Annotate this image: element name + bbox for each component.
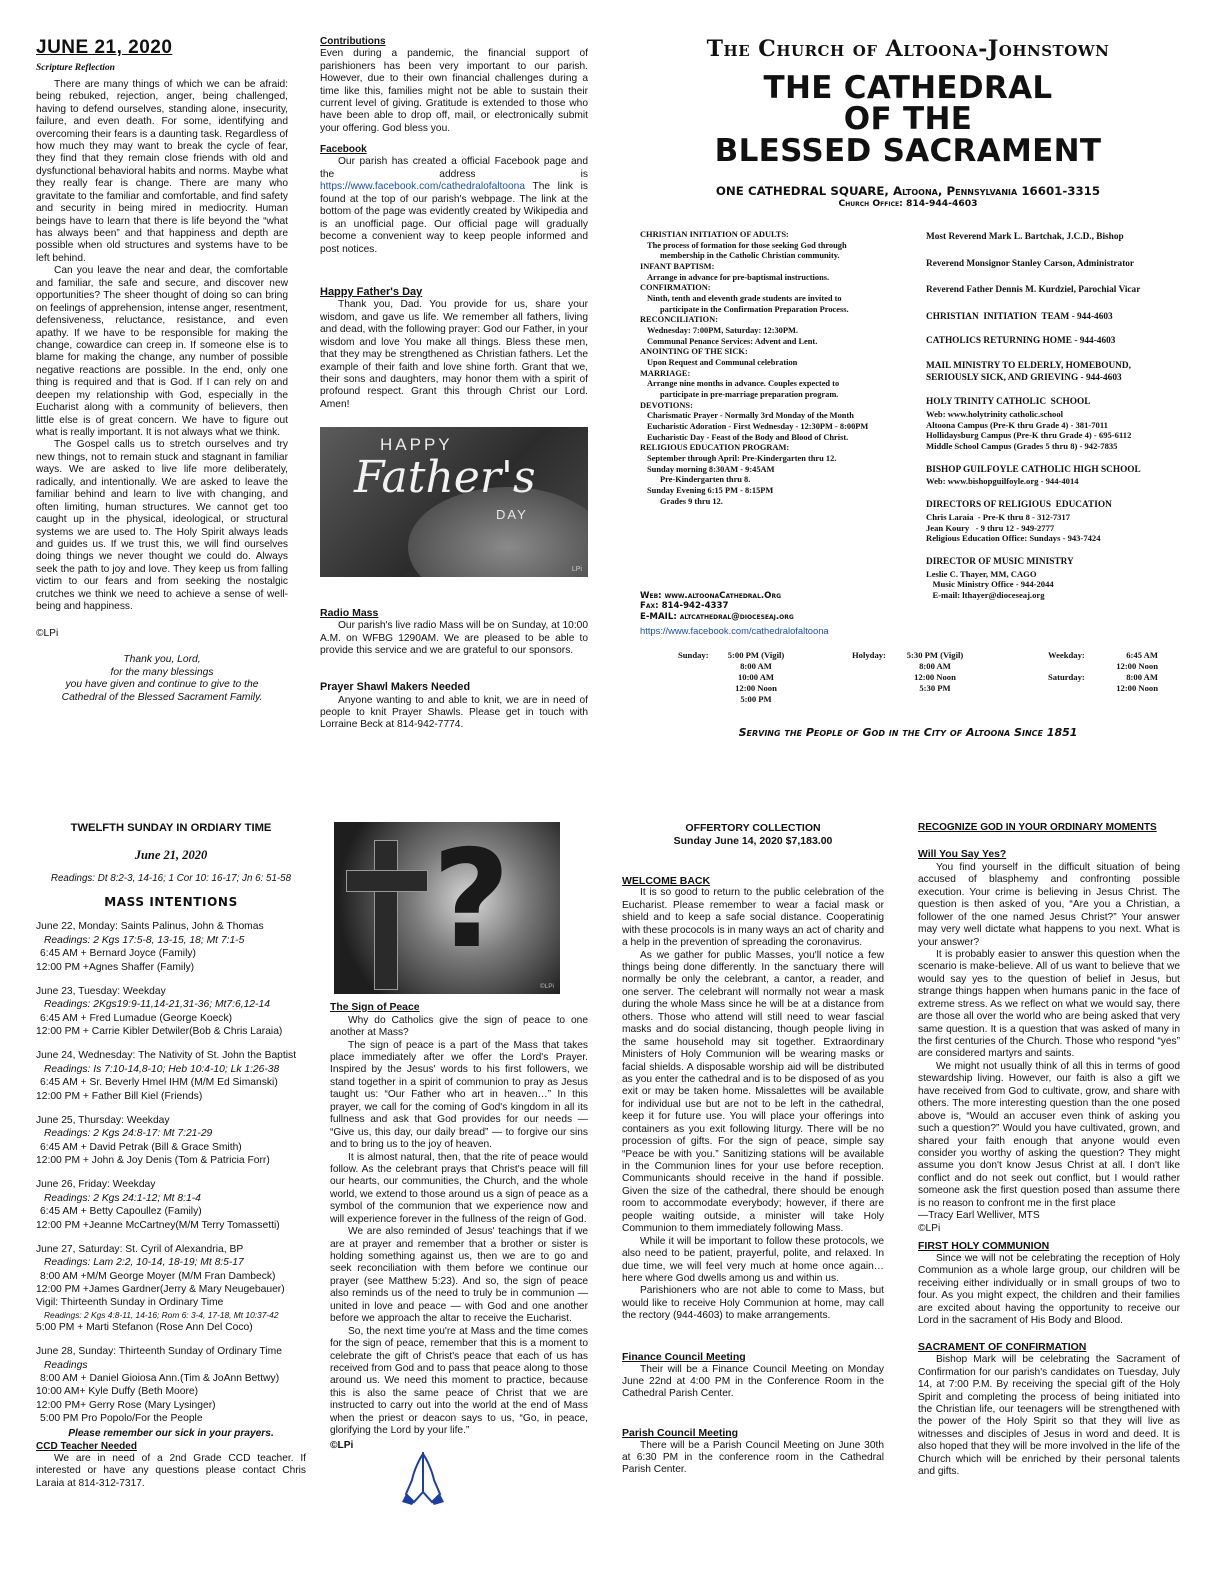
confirmation-heading: SACRAMENT OF CONFIRMATION — [918, 1341, 1087, 1354]
announcements-column — [320, 36, 588, 751]
staff-block — [926, 285, 1198, 297]
intention-day: June 24, Wednesday: The Nativity of St. John the Baptist — [36, 1050, 297, 1062]
staff-line: Middle School Campus (Grades 5 thru 8) - 942-7835 — [926, 441, 1118, 452]
intention-line: 6:45 AM + Betty Capoullez (Family) — [40, 1206, 202, 1218]
welcome-back-heading: WELCOME BACK — [622, 874, 711, 887]
copyright: ©LPi — [36, 627, 59, 639]
reflection-text — [36, 79, 288, 614]
facebook-heading: Facebook — [320, 144, 367, 156]
mass-schedule: Sunday: 5:00 PM (Vigil) 8:00 AM 10:00 AM 12:00 Noon 5:00 PM Holyday: 5:30 PM (Vigil) 8:00 AM 12:00 Noon 5:30 PM Weekday: 6:45 AM 12:00 Noon Saturday: 8:00 AM 12:00 Noon — [678, 650, 1158, 704]
staff-line: Leslie C. Thayer, MM, CAGO — [926, 568, 1037, 579]
sign-of-peace-text — [330, 1015, 588, 1438]
sacrament-line: ANOINTING OF THE SICK: — [640, 347, 748, 357]
staff-line: Reverend Monsignor Stanley Carson, Administrator — [926, 258, 1135, 269]
serving-tagline: Serving the People of God in the City of Altoona Since 1851 — [738, 726, 1078, 739]
radio-mass-text: Our parish's live radio Mass will be on Sunday, at 10:00 A.M. on WFBG 1290AM. We are pleased to be able to provide this service and we are grateful to our sponsors. — [320, 620, 588, 656]
intention-line: 6:45 AM + David Petrak (Bill & Grace Smith) — [40, 1141, 242, 1153]
staff-block — [926, 232, 1198, 244]
intentions-list — [36, 920, 306, 1425]
website[interactable]: Web: www.altoonaCathedral.Org — [640, 591, 782, 601]
intention-line: Readings: 2 Kgs 4:8-11, 14-16; Rom 6: 3-4, 17-18, Mt 10:37-42 — [44, 1309, 279, 1320]
mass-time: 6:45 AM — [1126, 650, 1158, 660]
parish-council-heading: Parish Council Meeting — [622, 1426, 739, 1439]
sign-of-peace-heading: The Sign of Peace — [330, 1002, 420, 1013]
mass-time: 5:00 PM (Vigil) — [727, 650, 785, 660]
question-mark-icon: ? — [432, 822, 511, 978]
staff-line: Reverend Father Dennis M. Kurdziel, Parochial Vicar — [926, 285, 1141, 296]
staff-line: BISHOP GUILFOYLE CATHOLIC HIGH SCHOOL — [926, 464, 1141, 475]
thanks-line: you have given and continue to give to the — [65, 679, 259, 691]
mass-time: 5:30 PM (Vigil) — [906, 650, 964, 660]
sacrament-line: DEVOTIONS: — [640, 400, 693, 410]
will-you-say-yes-heading: Will You Say Yes? — [918, 849, 1007, 861]
peace-paragraph: It is almost natural, then, that the rite of peace would follow. As the celebrant prays that Christ's peace will fill our hearts, our communities, the Church, and the whole world, we extend to those around us a sign of peace as a symbol of the communion that we experience now and will experience forever in the fullness of the reign of God. — [330, 1151, 588, 1225]
fathers-day-image: HAPPY Father's DAY LPi — [320, 427, 588, 577]
praying-hands-icon — [400, 1452, 446, 1506]
reflection-paragraph: There are many things of which we can be afraid: being rebuked, rejection, anger, being challenged, having to defend ourselves, standing alone, insecurity, failure, and even death. For some, identifying and overcoming their fears is a daunting task. Regardless of how much they may want to break the cycle of fear, they find that they remain close friends with old and dysfunctional behavioral habits and norms. Maybe what they really fear is change. There are many who gravitate to the familiar and comfortable, and find safety and security in being mired in mediocrity. Human beings have to learn that there is life beyond the “what has always been” and that happiness and depth are possible when old structures and systems have to be left behind. — [36, 78, 288, 264]
welcome-paragraph: Parishioners who are not able to come to Mass, but would like to receive Holy Communion at home, may call the rectory (944-4603) to make arrangements. — [622, 1285, 884, 1322]
intention-line: 12:00 PM + John & Joy Denis (Tom & Patricia Forr) — [36, 1155, 270, 1167]
intention-line: Readings: 2 Kgs 24:1-12; Mt 8:1-4 — [44, 1192, 201, 1204]
staff-block — [926, 336, 1198, 348]
offertory-amount: Sunday June 14, 2020 $7,183.00 — [673, 834, 833, 847]
mass-time: 5:30 PM — [919, 683, 951, 693]
address: ONE CATHEDRAL SQUARE, Altoona, Pennsylvania 16601-3315 — [715, 183, 1101, 198]
intention-line: 12:00 PM + Father Bill Kiel (Friends) — [36, 1090, 203, 1102]
intention-line: 8:00 AM + Daniel Gioiosa Ann.(Tim & JoAnn Bettwy) — [40, 1372, 280, 1384]
sacrament-line: Communal Penance Services: Advent and Lent. — [647, 336, 818, 346]
contributions-heading: Contributions — [320, 36, 386, 47]
mass-time: 12:00 Noon — [1116, 683, 1158, 693]
intention-line: 12:00 PM+ Gerry Rose (Mary Lysinger) — [36, 1399, 216, 1411]
sacrament-line: Wednesday: 7:00PM, Saturday: 12:30PM. — [647, 326, 798, 336]
staff-line: Most Reverend Mark L. Bartchak, J.C.D., Bishop — [926, 232, 1124, 242]
fathers-day-text: Thank you, Dad. You provide for us, share your wisdom, and gave us life. We remember all fathers, living and dead, with the following prayer: God our Father, in your wisdom and love You make all things. Bless these men, that they may be strengthened as Christian fathers. Let the example of their faith and love shine forth. Grant that we, their sons and daughters, may honor them with a spirit of profound respect. Grant this through Christ our Lord. Amen! — [320, 299, 588, 410]
staff-block — [926, 557, 1198, 601]
welcome-back-text — [622, 887, 884, 1322]
sacrament-line: participate in the Confirmation Preparation Process. — [660, 304, 849, 314]
mass-date: June 21, 2020 — [134, 847, 208, 862]
thanks-line: for the many blessings — [110, 666, 214, 678]
parish-council-text: There will be a Parish Council Meeting on June 30th at 6:30 PM in the conference room in the Cathedral Parish Center. — [622, 1439, 884, 1476]
intention-line: Readings — [44, 1359, 88, 1371]
facebook-url[interactable]: https://www.facebook.com/cathedralofaltoona — [640, 624, 829, 636]
fathers-day-heading: Happy Father's Day — [320, 285, 423, 298]
cross-question-image: ? ©LPi — [334, 822, 560, 994]
intention-line: 6:45 AM + Sr. Beverly Hmel IHM (M/M Ed Simanski) — [40, 1077, 278, 1089]
sacrament-line: CONFIRMATION: — [640, 283, 711, 293]
first-communion-heading: FIRST HOLY COMMUNION — [918, 1240, 1050, 1252]
intention-day: June 27, Saturday: St. Cyril of Alexandria, BP — [36, 1243, 244, 1255]
church-office: Church Office: 814-944-4603 — [838, 198, 978, 210]
mass-time: 5:00 PM — [740, 694, 772, 704]
intention-line: 6:45 AM + Fred Lumadue (George Koeck) — [40, 1012, 233, 1024]
peace-paragraph: We are also reminded of Jesus' teachings that if we are at prayer and remember that a brother or sister is holding something against us, then we are to go and seek reconciliation with them before we continue our prayer (see Matthew 5:23). And so, the sign of peace also reminds us of the need to truly be in communion — united in love and peace — with God and one another before we approach the altar to receive the Eucharist. — [330, 1226, 588, 1325]
mass-time: 12:00 Noon — [1116, 661, 1158, 671]
intention-day: June 28, Sunday: Thirteenth Sunday of Ordinary Time — [36, 1346, 282, 1358]
sacrament-line: Charismatic Prayer - Normally 3rd Monday of the Month — [647, 411, 854, 421]
masthead — [618, 36, 1198, 751]
sacrament-line: Eucharistic Day - Feast of the Body and Blood of Christ. — [647, 432, 849, 442]
diocese-title: The Church of Altoona-Johnstown — [706, 36, 1110, 62]
staff-block — [926, 465, 1198, 487]
welcome-paragraph: As we gather for public Masses, you'll notice a few things being done differently. In the sanctuary there will normally be only the celebrant, a cantor, a reader, and one server. The celebrant will normally not wear a mask during the whole Mass since he will be at a distance from others. Those who attend will still need to wear fascial masks and do social distancing, though people living in the same household may sit together. Extraordinary Ministers of Holy Communion will be wearing masks or facial shields. A disposable worship aid will be distributed as you enter the cathedral and is to be disposed of as you exit or may be taken home. Missalettes will be available for individual use but are not to be left in the cathedral, keep it for future use. You will place your offerings into containers as you exit following liturgy. There will be no procession of gifts. For the sign of peace, simple say “Peace be with you.” Sanitizing stations will be available in the Communion lines for your use before reception. Communicants should receive in the hand if possible. Given the size of the cathedral, there should be enough room to accommodate everybody; however, if there are people waiting outside, a minister will take Holy Communion to them immediately following Mass. — [622, 949, 884, 1235]
sacrament-line: Arrange in advance for pre-baptismal instructions. — [647, 272, 830, 282]
reflection-label: Scripture Reflection — [36, 63, 115, 74]
staff-block — [926, 259, 1198, 271]
confirmation-text: Bishop Mark will be celebrating the Sacrament of Confirmation for our parish's candidates on Tuesday, July 14, at 7:00 P.M. By receiving the special gift of the Holy Spirit and completing the process of being initiated into the Christian life, our teenagers will be strengthened with the power of the Holy Spirit so that they will live as witnesses and disciples of Jesus in word and deed. It is also hoped that they will be more involved in the life of the Church which will be enriched by their personal talents and gifts. — [918, 1354, 1180, 1478]
peace-paragraph: The sign of peace is a part of the Mass that takes place immediately after we offer the Lord's Prayer. Inspired by the Jesus' words to his first followers, we stand together in a spirit of communion to pray as Jesus taught us: “Our Father who art in heaven…” In this prayer, we call for the coming of God's kingdom in all its fullness and ask that God provides for our needs — “Give us, this day, our daily bread” — to forgive our sins and to bring us to the joy of heaven. — [330, 1039, 588, 1151]
intention-day: June 26, Friday: Weekday — [36, 1179, 156, 1191]
mass-time: 10:00 AM — [737, 672, 775, 682]
welcome-paragraph: While it will be important to follow these protocols, we also need to be patient, prayerful, polite, and relaxed. In due time, we will feel very much at home once again…here where God dwells among us and within us. — [622, 1235, 884, 1284]
intention-day: June 25, Thursday: Weekday — [36, 1114, 170, 1126]
staff-line: Chris Laraia - Pre-K thru 8 - 312-7317 — [926, 511, 1071, 522]
sacrament-line: RELIGIOUS EDUCATION PROGRAM: — [640, 443, 790, 453]
sacrament-line: Upon Request and Communal celebration — [647, 358, 798, 368]
liturgical-title: TWELFTH SUNDAY IN ORDIARY TIME — [70, 822, 272, 834]
ccd-text: We are in need of a 2nd Grade CCD teacher. If interested or have any questions please contact Chris Laraia at 814-312-7317. — [36, 1453, 306, 1489]
radio-mass-heading: Radio Mass — [320, 607, 379, 620]
staff-line: Music Ministry Office - 944-2044 — [926, 579, 1054, 590]
mass-time: 8:00 AM — [1126, 672, 1158, 682]
recognize-paragraph: You find yourself in the difficult situation of being accused of blasphemy and confronting possible execution. Your crime is believing in Jesus Christ. The question is then asked of you, “Are you a Christian, a follower of the one named Jesus Christ?” Your answer may very well dictate what happens to you next. What is your answer? — [918, 861, 1180, 948]
intention-line: Readings: Is 7:10-14,8-10; Heb 10:4-10; Lk 1:26-38 — [44, 1063, 280, 1075]
bulletin-date: JUNE 21, 2020 — [36, 37, 173, 58]
sacrament-line: Arrange nine months in advance. Couples expected to — [647, 379, 840, 389]
recognize-god-column — [918, 822, 1180, 1572]
sacrament-line: RECONCILIATION: — [640, 315, 719, 325]
author: —Tracy Earl Welliver, MTS — [918, 1210, 1040, 1222]
ccd-heading: CCD Teacher Needed — [36, 1440, 137, 1452]
mass-intentions-column — [36, 822, 306, 1572]
contact-info — [640, 591, 920, 636]
recognize-paragraph: It is probably easier to answer this question when the scenario is make-believe. All of us want to believe that we would say yes to the question of belief in Jesus, but strange things happen when humans panic in the face of extreme stress. As we reflect on what we would say, there are those all over the world who are being asked that very same question. It is a question that was asked of many in the first centuries of the Church. Those who respond “yes” are considered martyrs and saints. — [918, 948, 1180, 1060]
intention-line: Readings: 2Kgs19:9-11,14-21,31-36; Mt7:6,12-14 — [44, 999, 270, 1011]
staff-line: SERIOUSLY SICK, AND GRIEVING - 944-4603 — [926, 372, 1122, 383]
staff-line: MAIL MINISTRY TO ELDERLY, HOMEBOUND, — [926, 361, 1131, 372]
staff-line: Web: www.holytrinity catholic.school — [926, 408, 1064, 419]
staff-line: Religious Education Office: Sundays - 943-7424 — [926, 533, 1101, 544]
contributions-text: Even during a pandemic, the financial support of parishioners has been very important to our parish. However, due to their own financial challenges during a time like this, families might not be able to sustain their current level of giving. Gratitude is extended to those who have been able to drop off, mail, or electronically submit your offering. God bless you. — [320, 48, 588, 134]
staff-line: DIRECTOR OF MUSIC MINISTRY — [926, 556, 1074, 567]
intention-day: June 22, Monday: Saints Palinus, John & Thomas — [36, 921, 264, 933]
intention-line: Readings: 2 Kgs 24:8-17: Mt 7:21-29 — [44, 1128, 213, 1140]
sacrament-line: MARRIAGE: — [640, 368, 691, 378]
peace-paragraph: So, the next time you're at Mass and the time comes for the sign of peace, remember that this is a moment to celebrate the gift of Christ's peace that each of us has received from God and to pass that peace along to those around us. We need this moment to practice, because this is also the same peace of Christ that we are instructed to carry out into the world at the end of Mass when the priest or deacon says to us, “Go, in peace, glorifying the Lord by your life.” — [330, 1325, 588, 1437]
mass-time: 8:00 AM — [740, 661, 772, 671]
finance-council-text: Their will be a Finance Council Meeting on Monday June 22nd at 4:00 PM in the Conference Room in the Cathedral Parish Center. — [622, 1363, 884, 1400]
sacrament-line: Grades 9 thru 12. — [660, 496, 723, 506]
staff-line: Altoona Campus (Pre-K thru Grade 4) - 381-7011 — [926, 419, 1108, 430]
prayer-shawl-heading: Prayer Shawl Makers Needed — [320, 681, 471, 694]
staff-line: Hollidaysburg Campus (Pre-K thru Grade 4) - 695-6112 — [926, 430, 1132, 441]
sacrament-line: membership in the Catholic Christian community. — [660, 251, 840, 261]
staff-line: CATHOLICS RETURNING HOME - 944-4603 — [926, 336, 1116, 347]
sacrament-line: Sunday Evening 6:15 PM - 8:15PM — [647, 486, 774, 496]
intention-line: 12:00 PM +James Gardner(Jerry & Mary Neugebauer) — [36, 1284, 285, 1296]
staff-block — [926, 361, 1198, 384]
peace-paragraph: Why do Catholics give the sign of peace to one another at Mass? — [330, 1014, 588, 1039]
staff-line: E-mail: lthayer@dioceseaj.org — [926, 590, 1045, 601]
sacrament-line: September through April: Pre-Kindergarten thru 12. — [647, 454, 837, 464]
offertory-heading: OFFERTORY COLLECTION — [685, 822, 821, 834]
mass-time: 12:00 Noon — [735, 683, 777, 693]
fax: Fax: 814-942-4337 — [640, 601, 729, 612]
reflection-paragraph: The Gospel calls us to stretch ourselves and try new things, not to remain stuck and stagnant in familiar ways. We are asked to live life more deliberately, radically, and intentionally. We are asked to leave the familiar behind and learn to live with changing, and often limiting, human structures. We cannot get too caught up in the physical, ideological, or structural systems we are used to. The Holy Spirit always leads and guides us. If we trust this, we will find ourselves doing things we never thought we could do. Always seek the path to joy and love. They keep us from falling victim to our fears and from seeking the nostalgic crutches we think we need to achieve a sense of well-being and happiness. — [36, 439, 288, 613]
sacrament-line: Sunday morning 8:30AM - 9:45AM — [647, 464, 775, 474]
reflection-paragraph: Can you leave the near and dear, the comfortable and familiar, the safe and secure, and discover new opportunities? The sheer thought of doing so can bring on feelings of apprehension, intense anger, resentment, defensiveness, reluctance, resistance, and even apathy. If we have to be responsible for making the change, cowardice can creep in. If someone else is to blame for making the change, any number of possible negative reactions are possible. In the end, only one thing is required and that is God. If I can rely on and deepen my relationship with God, especially in the Eucharist along with a community of believers, then little else is of great concern. We have to figure out what is really important. It is not always what we think. — [36, 265, 288, 438]
cathedral-name: THE CATHEDRAL OF THE BLESSED SACRAMENT — [714, 69, 1102, 170]
welcome-paragraph: It is so good to return to the public celebration of the Eucharist. Please remember to wear a facial mask or shield and to keep a safe social distance. Cooperatinig with these prococols is in many ways an act of charity and a help in the prevention of spreading the coronavirus. — [622, 887, 884, 949]
staff-line: Jean Koury - 9 thru 12 - 949-2777 — [926, 522, 1055, 533]
thanks-prayer — [36, 654, 288, 704]
prayer-shawl-text: Anyone wanting to and able to knit, we are in need of people to knit Prayer Shawls. Please get in touch with Lorraine Beck at 814-942-7774. — [320, 694, 588, 731]
staff-block — [926, 312, 1198, 324]
sacrament-line: INFANT BAPTISM: — [640, 262, 715, 272]
mass-time: 12:00 Noon — [914, 672, 956, 682]
staff-line: DIRECTORS OF RELIGIOUS EDUCATION — [926, 500, 1112, 511]
sign-of-peace-column — [330, 822, 588, 1572]
staff-line: CHRISTIAN INITIATION TEAM - 944-4603 — [926, 311, 1113, 322]
staff-line: Web: www.bishopguilfoyle.org - 944-4014 — [926, 476, 1079, 487]
sacrament-line: Ninth, tenth and eleventh grade students are invited to — [647, 294, 842, 304]
intention-line: 12:00 PM +Jeanne McCartney(M/M Terry Tomassetti) — [36, 1219, 280, 1231]
peace-copyright: ©LPi — [330, 1439, 354, 1451]
facebook-link[interactable]: https://www.facebook.com/cathedralofaltoona — [320, 181, 525, 193]
sunday-readings: Readings: Dt 8:2-3, 14-16; 1 Cor 10: 16-17; Jn 6: 51-58 — [50, 872, 292, 884]
mass-time: 8:00 AM — [919, 661, 951, 671]
sacrament-line: participate in pre-marriage preparation program. — [660, 390, 839, 400]
intention-line: Vigil: Thirteenth Sunday in Ordinary Time — [36, 1297, 224, 1309]
intention-line: Readings: Lam 2:2, 10-14, 18-19; Mt 8:5-17 — [44, 1257, 244, 1269]
recognize-copyright: ©LPi — [918, 1222, 941, 1234]
finance-council-heading: Finance Council Meeting — [622, 1350, 746, 1363]
recognize-heading: RECOGNIZE GOD IN YOUR ORDINARY MOMENTS — [918, 822, 1157, 833]
email[interactable]: E-MAIL: altcathedral@dioceseaj.org — [640, 611, 794, 622]
thanks-line: Cathedral of the Blessed Sacrament Family. — [61, 691, 263, 703]
sick-reminder: Please remember our sick in your prayers. — [68, 1428, 274, 1440]
staff-line: HOLY TRINITY CATHOLIC SCHOOL — [926, 397, 1091, 408]
intention-line: 12:00 PM +Agnes Shaffer (Family) — [36, 961, 195, 973]
intention-line: Readings: 2 Kgs 17:5-8, 13-15, 18; Mt 7:1-5 — [44, 934, 245, 946]
sacrament-line: CHRISTIAN INITIATION OF ADULTS: — [640, 230, 789, 239]
recognize-paragraph: We might not usually think of all this in terms of good stewardship living. However, our faith is also a gift we have received from God to cultivate, grow, and share with others. The more interesting question than the one posed above is, “Would an accuser even think of asking you such a question?” Would you have cultivated, grown, and shared your faith enough that anyone would even consider you worthy of asking the question? They might assume you don't know Jesus Christ at all. I don't like conflict and do not seek out conflict, but I would rather someone ask the first question posed than assume there is no reason to confront me in the first place — [918, 1060, 1180, 1209]
staff-block — [926, 500, 1198, 544]
intention-line: 8:00 AM +M/M George Moyer (M/M Fran Dambeck) — [40, 1270, 276, 1282]
sacraments-list — [640, 230, 922, 507]
intention-line: 5:00 PM Pro Popolo/For the People — [40, 1413, 203, 1425]
facebook-text: Our parish has created a official Facebook page and the address is https://www.facebook.com/cathedralofaltoona The link is found at the top of our parish's webpage. The link at the bottom of the page was evidently created by Wikipedia and is an unofficial page. Our official page will gradually become a convenient way to keep people informed and post notices. — [320, 156, 588, 255]
will-you-say-yes-text — [918, 862, 1180, 1210]
sacrament-line: Pre-Kindergarten thru 8. — [660, 475, 751, 485]
intention-line: 10:00 AM+ Kyle Duffy (Beth Moore) — [36, 1386, 199, 1398]
first-communion-text: Since we will not be celebrating the reception of Holy Communion as a whole large group, our children will be receiving either individually or in small groups of two to four. As you might expect, the children and their families are excited about having the opportunity to receive our Lord in the sacrament of His Body and Blood. — [918, 1252, 1180, 1326]
staff-directory — [926, 232, 1198, 614]
thanks-line: Thank you, Lord, — [123, 654, 201, 665]
staff-block — [926, 397, 1198, 452]
sacrament-line: Eucharistic Adoration - First Wednesday - 12:30PM - 8:00PM — [647, 422, 869, 432]
intention-line: 6:45 AM + Bernard Joyce (Family) — [40, 948, 196, 960]
sacrament-line: The process of formation for those seeking God through — [647, 240, 847, 250]
welcome-back-column — [622, 822, 884, 1572]
intention-line: 12:00 PM + Carrie Kibler Detwiler(Bob & Chris Laraia) — [36, 1026, 283, 1038]
intention-line: 5:00 PM + Marti Stefanon (Rose Ann Del Coco) — [36, 1321, 253, 1333]
intention-day: June 23, Tuesday: Weekday — [36, 985, 166, 997]
mass-intentions-heading: MASS INTENTIONS — [104, 894, 238, 909]
reflection-column — [36, 36, 288, 751]
